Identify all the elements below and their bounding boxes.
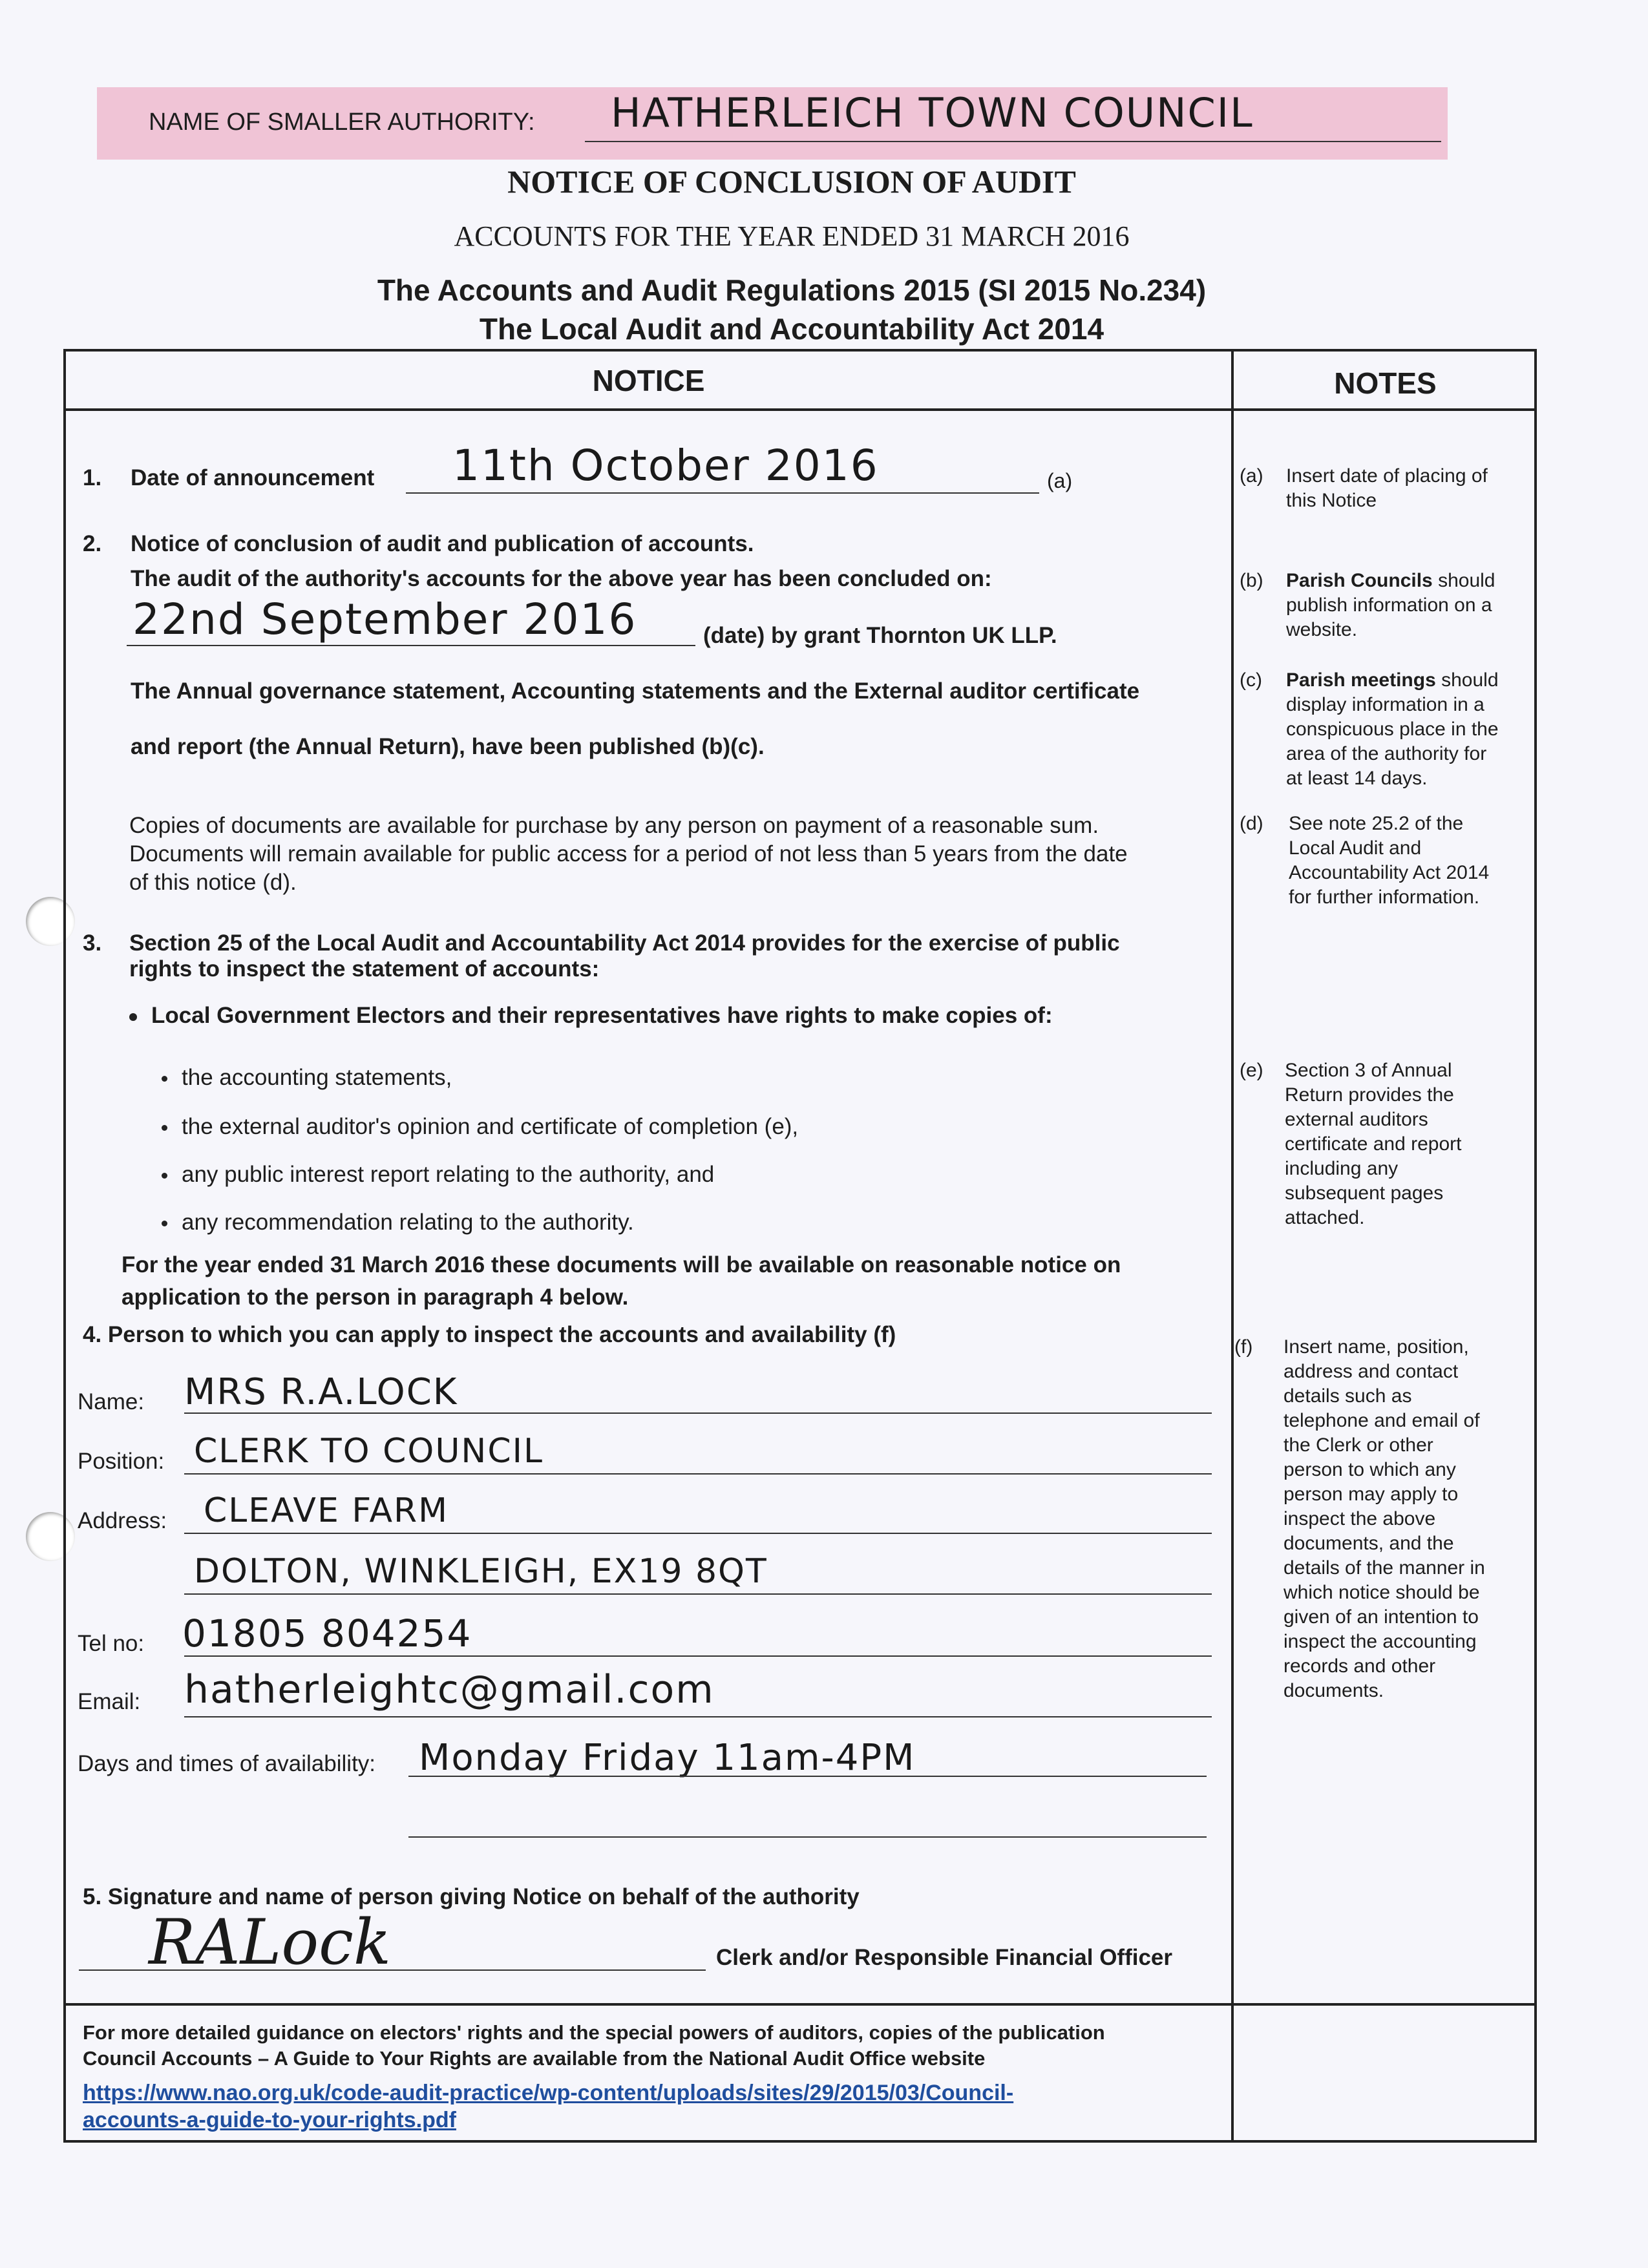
note-ref: (a): [1240, 465, 1263, 487]
note-line: publish information on a: [1286, 594, 1492, 616]
note-line: Local Audit and: [1289, 837, 1422, 859]
position-underline: [184, 1473, 1212, 1475]
note-line: including any: [1285, 1158, 1399, 1179]
page-title: NOTICE OF CONCLUSION OF AUDIT: [507, 163, 1076, 200]
section3-bullet: [162, 1210, 634, 1235]
address-line1: CLEAVE FARM: [204, 1491, 449, 1530]
header-divider: [63, 408, 1537, 411]
note-line: conspicuous place in the: [1286, 719, 1499, 740]
tel-underline: [184, 1655, 1212, 1657]
note-line: Insert date of placing of: [1286, 465, 1488, 487]
section1-number: 1.: [83, 465, 102, 490]
signature-underline: [79, 1969, 706, 1971]
audit-concluded-date: 22nd September 2016: [132, 594, 637, 644]
bullet-icon: [162, 1076, 167, 1082]
note-line: records and other: [1284, 1655, 1436, 1677]
days-label: Days and times of availability:: [78, 1751, 376, 1776]
section3-bullet: [162, 1065, 452, 1091]
note-line: Return provides the: [1285, 1084, 1454, 1106]
footer-text-1: For more detailed guidance on electors' rights and the special powers of auditors, copies of the publication: [83, 2021, 1105, 2044]
note-line: See note 25.2 of the: [1289, 813, 1464, 834]
note-bold: Parish Councils: [1286, 570, 1433, 591]
note-line: should: [1435, 669, 1499, 691]
note-line: inspect the above: [1284, 1508, 1436, 1529]
section2-copies1: Copies of documents are available for purchase by any person on payment of a reasonable sum.: [129, 813, 1099, 838]
section2-published1: The Annual governance statement, Accounting statements and the External auditor certificate: [131, 678, 1140, 704]
note-ref: (b): [1240, 570, 1263, 591]
section2-date-suffix: (date) by grant Thornton UK LLP.: [703, 623, 1057, 648]
link-line-2[interactable]: accounts-a-guide-to-your-rights.pdf: [83, 2108, 456, 2132]
regulation-2: The Local Audit and Accountability Act 2014: [479, 312, 1104, 346]
address-label: Address:: [78, 1508, 167, 1533]
note-ref: (f): [1234, 1336, 1253, 1358]
note-line: address and contact: [1284, 1361, 1459, 1382]
note-line: this Notice: [1286, 490, 1377, 511]
note-line: attached.: [1285, 1207, 1365, 1228]
bullet-icon: [162, 1173, 167, 1179]
authority-label: NAME OF SMALLER AUTHORITY:: [149, 109, 535, 136]
section3-bullet: [162, 1162, 714, 1188]
note-line: at least 14 days.: [1286, 768, 1428, 789]
days-value: Monday Friday 11am-4PM: [419, 1737, 916, 1779]
column-divider: [1231, 349, 1234, 2143]
notes-column-header: NOTES: [1334, 366, 1437, 400]
nao-guide-link[interactable]: [83, 2079, 1013, 2134]
note-line: Accountability Act 2014: [1289, 862, 1490, 883]
section1-label: Date of announcement: [131, 465, 375, 490]
page-subtitle: ACCOUNTS FOR THE YEAR ENDED 31 MARCH 2016: [454, 220, 1130, 252]
address-underline-2: [184, 1593, 1212, 1595]
footer-divider: [63, 2003, 1537, 2006]
section2-heading: Notice of conclusion of audit and publication of accounts.: [131, 531, 754, 556]
section1-ref: (a): [1047, 469, 1073, 492]
concluded-underline: [127, 645, 695, 646]
footer-text-2: Council Accounts – A Guide to Your Rights are available from the National Audit Office website: [83, 2047, 986, 2070]
regulation-1: The Accounts and Audit Regulations 2015 (SI 2015 No.234): [377, 273, 1207, 307]
section3-bullet-main: [129, 1003, 1053, 1029]
note-line: details of the manner in: [1284, 1557, 1485, 1579]
authority-name: HATHERLEICH TOWN COUNCIL: [611, 89, 1254, 136]
note-line: display information in a: [1286, 694, 1484, 715]
note-line: person to which any: [1284, 1459, 1456, 1480]
days-underline-1: [408, 1776, 1207, 1777]
section2-number: 2.: [83, 531, 102, 556]
note-line: given of an intention to: [1284, 1606, 1479, 1628]
email-label: Email:: [78, 1689, 141, 1714]
note-line: subsequent pages: [1285, 1182, 1444, 1204]
days-underline-2: [408, 1836, 1207, 1838]
note-line: website.: [1286, 619, 1358, 640]
note-line: for further information.: [1289, 887, 1480, 908]
note-line: details such as: [1284, 1385, 1412, 1407]
note-line: person may apply to: [1284, 1484, 1459, 1505]
section3-footer2: application to the person in paragraph 4 below.: [121, 1285, 629, 1310]
announcement-date: 11th October 2016: [452, 441, 879, 490]
section2-published2: and report (the Annual Return), have been published (b)(c).: [131, 734, 765, 759]
email-underline: [184, 1716, 1212, 1717]
note-ref: (d): [1240, 813, 1263, 834]
section3-line1: Section 25 of the Local Audit and Accountability Act 2014 provides for the exercise of public: [129, 930, 1120, 956]
note-line: Insert name, position,: [1284, 1336, 1469, 1358]
address-line2: DOLTON, WINKLEIGH, EX19 8QT: [194, 1552, 768, 1591]
name-underline: [184, 1412, 1212, 1414]
tel-label: Tel no:: [78, 1631, 145, 1656]
email-value: hatherleightc@gmail.com: [184, 1667, 715, 1712]
note-line: telephone and email of: [1284, 1410, 1480, 1431]
tel-value: 01805 804254: [182, 1612, 472, 1655]
note-line: area of the authority for: [1286, 743, 1487, 764]
note-line: documents, and the: [1284, 1533, 1454, 1554]
notice-column-header: NOTICE: [592, 364, 705, 397]
note-line: inspect the accounting: [1284, 1631, 1477, 1652]
bullet-icon: [129, 1013, 137, 1021]
bullet-icon: [162, 1221, 167, 1226]
authority-underline: [585, 141, 1441, 142]
section5-heading: 5. Signature and name of person giving Notice on behalf of the authority: [83, 1884, 860, 1909]
note-line: the Clerk or other: [1284, 1434, 1433, 1456]
section3-number: 3.: [83, 930, 102, 956]
note-line: certificate and report: [1285, 1133, 1462, 1155]
note-line: which notice should be: [1284, 1582, 1480, 1603]
link-line-1[interactable]: https://www.nao.org.uk/code-audit-practice/wp-content/uploads/sites/29/2015/03/Council-: [83, 2081, 1014, 2105]
name-value: MRS R.A.LOCK: [184, 1371, 458, 1413]
bullet-icon: [162, 1125, 167, 1131]
name-label: Name:: [78, 1389, 145, 1414]
note-line: documents.: [1284, 1680, 1384, 1701]
note-line: Section 3 of Annual: [1285, 1060, 1452, 1081]
section2-copies2: Documents will remain available for public access for a period of not less than 5 years from the date: [129, 841, 1128, 866]
announcement-underline: [406, 492, 1039, 494]
address-underline-1: [184, 1533, 1212, 1534]
bullet-text: any recommendation relating to the authority.: [182, 1210, 634, 1235]
note-ref: (c): [1240, 669, 1262, 691]
section3-footer1: For the year ended 31 March 2016 these documents will be available on reasonable notice on: [121, 1252, 1121, 1277]
position-label: Position:: [78, 1449, 165, 1474]
section2-copies3: of this notice (d).: [129, 870, 297, 895]
note-ref: (e): [1240, 1060, 1263, 1081]
note-bold: Parish meetings: [1286, 669, 1436, 691]
section3-line2: rights to inspect the statement of accounts:: [129, 956, 600, 982]
section2-line1: The audit of the authority's accounts for the above year has been concluded on:: [131, 566, 992, 591]
bullet-main-text: Local Government Electors and their representatives have rights to make copies of:: [151, 1003, 1053, 1028]
note-line: external auditors: [1285, 1109, 1428, 1130]
position-value: CLERK TO COUNCIL: [194, 1432, 544, 1471]
section3-bullet: [162, 1114, 798, 1140]
note-line: should: [1432, 570, 1495, 591]
bullet-text: any public interest report relating to the authority, and: [182, 1162, 715, 1187]
bullet-text: the accounting statements,: [182, 1065, 452, 1090]
section4-heading: 4. Person to which you can apply to inspect the accounts and availability (f): [83, 1322, 896, 1347]
signature: RALock: [149, 1906, 392, 1979]
signatory-role: Clerk and/or Responsible Financial Officer: [716, 1945, 1173, 1970]
bullet-text: the external auditor's opinion and certificate of completion (e),: [182, 1114, 799, 1139]
